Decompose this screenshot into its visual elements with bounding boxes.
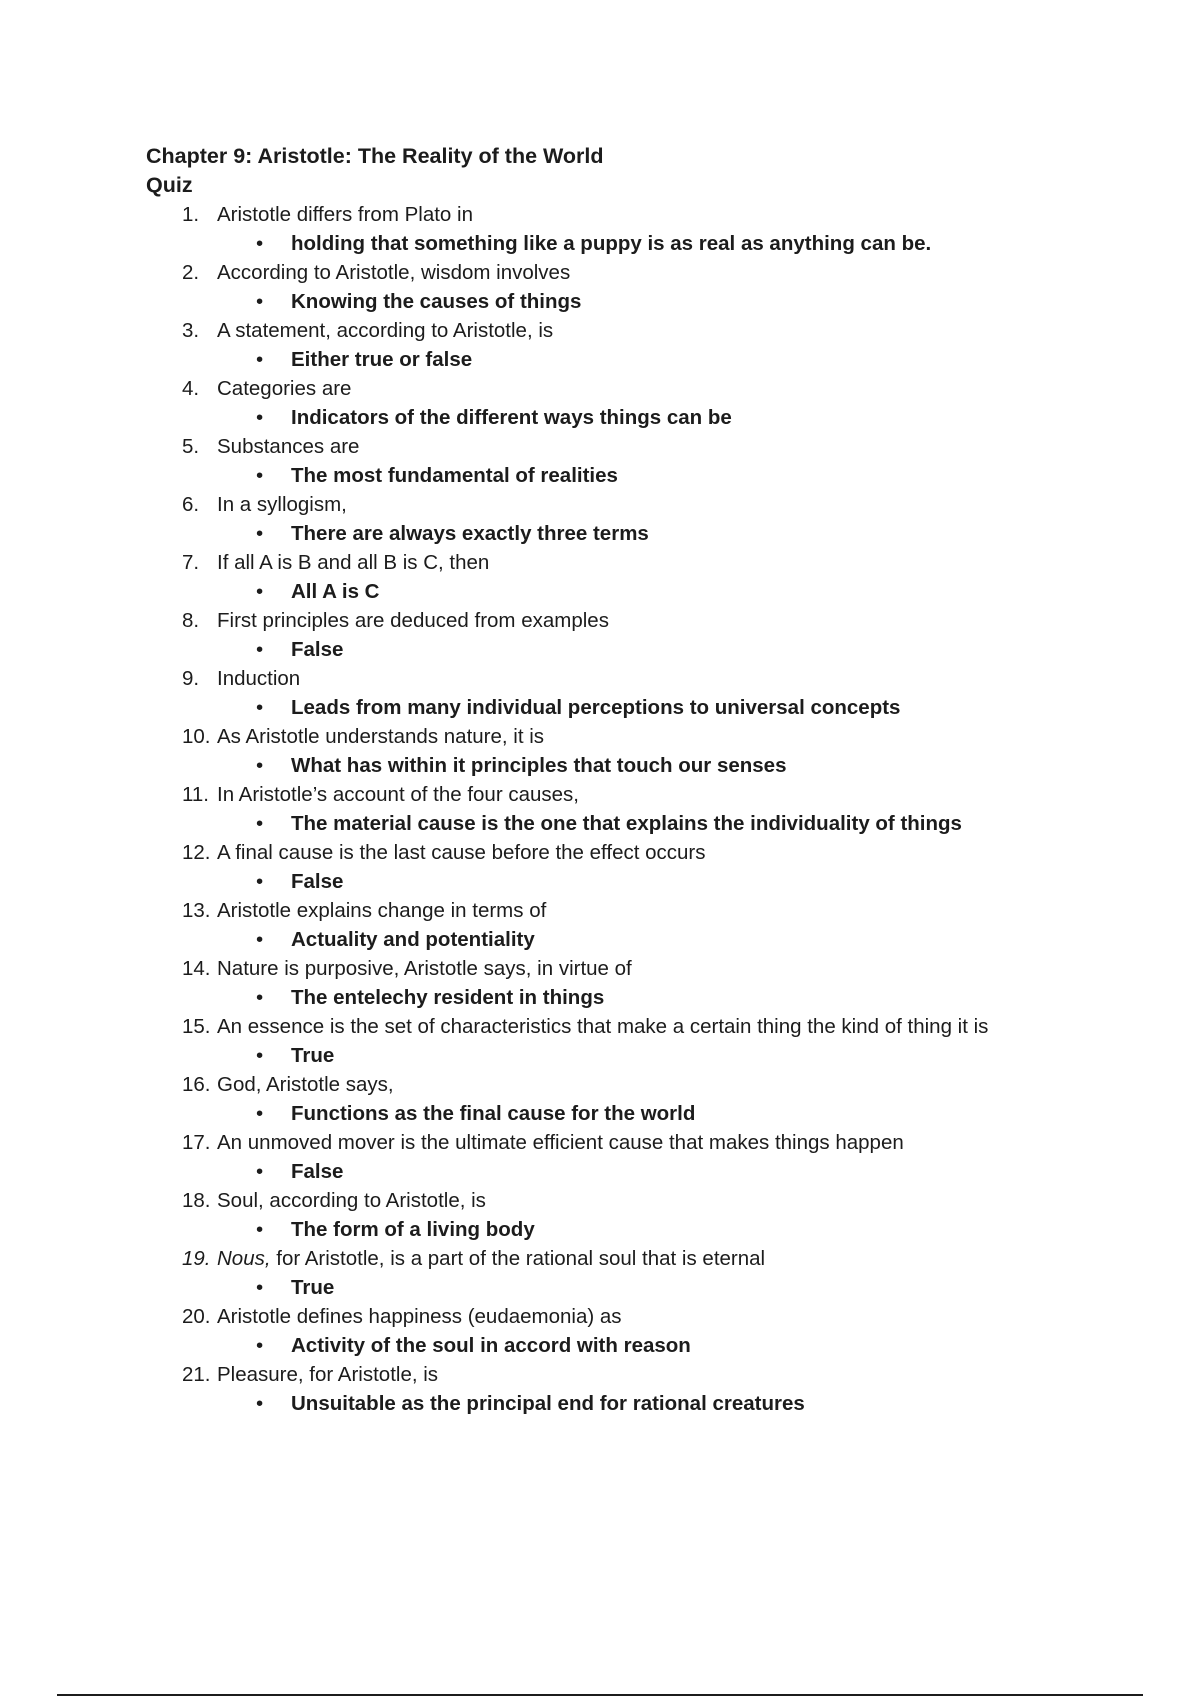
question-number: 2. [182, 261, 200, 284]
question-number: 9. [182, 667, 200, 690]
question-number: 1. [182, 203, 200, 226]
question-number: 4. [182, 377, 200, 400]
quiz-item [146, 258, 1106, 316]
question-text: for Aristotle, is a part of the rational soul that is eternal [270, 1247, 766, 1270]
bullet-icon: • [256, 290, 264, 313]
quiz-answer [146, 1157, 1106, 1186]
quiz-question [146, 896, 1106, 925]
quiz-item [146, 838, 1106, 896]
answer-text: The most fundamental of realities [291, 464, 618, 487]
bullet-icon: • [256, 348, 264, 371]
bullet-icon: • [256, 1218, 264, 1241]
bullet-icon: • [256, 870, 264, 893]
question-number: 8. [182, 609, 200, 632]
answer-text: False [291, 870, 344, 893]
bullet-icon: • [256, 986, 264, 1009]
answer-text: Actuality and potentiality [291, 928, 535, 951]
bullet-icon: • [256, 1044, 264, 1067]
question-number: 7. [182, 551, 200, 574]
quiz-item [146, 200, 1106, 258]
quiz-question [146, 1128, 1106, 1157]
answer-text: True [291, 1276, 335, 1299]
quiz-answer [146, 345, 1106, 374]
answer-text: The entelechy resident in things [291, 986, 605, 1009]
question-text: A final cause is the last cause before the effect occurs [217, 841, 706, 864]
answer-text: Indicators of the different ways things can be [291, 406, 732, 429]
question-number: 3. [182, 319, 200, 342]
quiz-item [146, 896, 1106, 954]
answer-text: Functions as the final cause for the world [291, 1102, 696, 1125]
answer-text: True [291, 1044, 335, 1067]
quiz-answer [146, 867, 1106, 896]
quiz-item [146, 722, 1106, 780]
quiz-heading: Quiz [146, 173, 193, 197]
quiz-answer [146, 1099, 1106, 1128]
chapter-title: Chapter 9: Aristotle: The Reality of the World [146, 144, 604, 168]
quiz-question [146, 780, 1106, 809]
quiz-item [146, 1012, 1106, 1070]
quiz-item [146, 432, 1106, 490]
question-text: Aristotle explains change in terms of [217, 899, 547, 922]
quiz-question [146, 432, 1106, 461]
question-text: First principles are deduced from examples [217, 609, 609, 632]
quiz-question [146, 1186, 1106, 1215]
answer-text: Either true or false [291, 348, 473, 371]
quiz-answer [146, 983, 1106, 1012]
quiz-item [146, 1128, 1106, 1186]
bullet-icon: • [256, 638, 264, 661]
question-number: 6. [182, 493, 200, 516]
quiz-answer [146, 1331, 1106, 1360]
answer-text: There are always exactly three terms [291, 522, 649, 545]
question-number: 11. [182, 783, 209, 806]
question-number: 10. [182, 725, 211, 748]
answer-text: False [291, 1160, 344, 1183]
quiz-answer [146, 577, 1106, 606]
answer-text: Leads from many individual perceptions to universal concepts [291, 696, 901, 719]
answer-text: What has within it principles that touch our senses [291, 754, 787, 777]
quiz-answer [146, 635, 1106, 664]
question-text: Aristotle differs from Plato in [217, 203, 473, 226]
question-number: 19. [182, 1247, 211, 1270]
question-number: 14. [182, 957, 211, 980]
quiz-answer [146, 693, 1106, 722]
question-text: As Aristotle understands nature, it is [217, 725, 545, 748]
question-text: In Aristotle’s account of the four causes, [217, 783, 579, 806]
answer-text: The material cause is the one that explains the individuality of things [291, 812, 962, 835]
quiz-item [146, 664, 1106, 722]
quiz-item [146, 1186, 1106, 1244]
quiz-question [146, 722, 1106, 751]
answer-text: Activity of the soul in accord with reason [291, 1334, 691, 1357]
question-number: 16. [182, 1073, 211, 1096]
quiz-answer [146, 519, 1106, 548]
quiz-question [146, 1244, 1106, 1273]
question-text: A statement, according to Aristotle, is [217, 319, 554, 342]
answer-text: Knowing the causes of things [291, 290, 582, 313]
footer-rule [57, 1694, 1143, 1696]
quiz-question [146, 490, 1106, 519]
answer-text: holding that something like a puppy is as real as anything can be. [291, 232, 932, 255]
quiz-question [146, 1012, 1106, 1041]
quiz-question [146, 1360, 1106, 1389]
bullet-icon: • [256, 1102, 264, 1125]
quiz-answer [146, 287, 1106, 316]
quiz-question [146, 316, 1106, 345]
bullet-icon: • [256, 406, 264, 429]
question-text: According to Aristotle, wisdom involves [217, 261, 571, 284]
bullet-icon: • [256, 1392, 264, 1415]
bullet-icon: • [256, 522, 264, 545]
question-number: 18. [182, 1189, 211, 1212]
quiz-item [146, 1302, 1106, 1360]
quiz-list [146, 200, 1106, 1418]
question-number: 20. [182, 1305, 211, 1328]
quiz-answer [146, 751, 1106, 780]
quiz-item [146, 490, 1106, 548]
question-text: In a syllogism, [217, 493, 347, 516]
question-text: Induction [217, 667, 301, 690]
quiz-item [146, 316, 1106, 374]
quiz-answer [146, 925, 1106, 954]
quiz-question [146, 1302, 1106, 1331]
bullet-icon: • [256, 580, 264, 603]
quiz-item [146, 1070, 1106, 1128]
bullet-icon: • [256, 1334, 264, 1357]
question-number: 5. [182, 435, 200, 458]
question-text: Nature is purposive, Aristotle says, in virtue of [217, 957, 632, 980]
question-text: God, Aristotle says, [217, 1073, 394, 1096]
quiz-item [146, 1360, 1106, 1418]
question-number: 12. [182, 841, 211, 864]
question-italic-term: Nous, [217, 1247, 271, 1270]
quiz-answer [146, 461, 1106, 490]
quiz-answer [146, 403, 1106, 432]
answer-text: The form of a living body [291, 1218, 535, 1241]
quiz-item [146, 954, 1106, 1012]
quiz-answer [146, 229, 1106, 258]
quiz-item [146, 606, 1106, 664]
quiz-question [146, 374, 1106, 403]
quiz-question [146, 1070, 1106, 1099]
quiz-answer [146, 1389, 1106, 1418]
answer-text: Unsuitable as the principal end for rational creatures [291, 1392, 805, 1415]
bullet-icon: • [256, 812, 264, 835]
quiz-question [146, 258, 1106, 287]
bullet-icon: • [256, 696, 264, 719]
bullet-icon: • [256, 232, 264, 255]
quiz-answer [146, 1041, 1106, 1070]
question-number: 15. [182, 1015, 211, 1038]
quiz-answer [146, 809, 1106, 838]
bullet-icon: • [256, 1276, 264, 1299]
quiz-item [146, 1244, 1106, 1302]
bullet-icon: • [256, 1160, 264, 1183]
document-body [146, 142, 1106, 1418]
quiz-question [146, 664, 1106, 693]
bullet-icon: • [256, 464, 264, 487]
quiz-question [146, 200, 1106, 229]
quiz-item [146, 548, 1106, 606]
quiz-question [146, 606, 1106, 635]
question-text: Soul, according to Aristotle, is [217, 1189, 486, 1212]
question-number: 21. [182, 1363, 211, 1386]
quiz-item [146, 780, 1106, 838]
quiz-question [146, 954, 1106, 983]
question-text: An unmoved mover is the ultimate efficient cause that makes things happen [217, 1131, 904, 1154]
bullet-icon: • [256, 754, 264, 777]
question-text: Aristotle defines happiness (eudaemonia) as [217, 1305, 622, 1328]
question-number: 13. [182, 899, 211, 922]
quiz-question [146, 838, 1106, 867]
quiz-item [146, 374, 1106, 432]
question-text: Substances are [217, 435, 360, 458]
question-text: If all A is B and all B is C, then [217, 551, 490, 574]
answer-text: All A is C [291, 580, 380, 603]
quiz-answer [146, 1273, 1106, 1302]
question-text: Categories are [217, 377, 352, 400]
question-number: 17. [182, 1131, 211, 1154]
answer-text: False [291, 638, 344, 661]
bullet-icon: • [256, 928, 264, 951]
quiz-answer [146, 1215, 1106, 1244]
question-text: Pleasure, for Aristotle, is [217, 1363, 439, 1386]
question-text: An essence is the set of characteristics that make a certain thing the kind of thing it is [217, 1015, 989, 1038]
quiz-question [146, 548, 1106, 577]
